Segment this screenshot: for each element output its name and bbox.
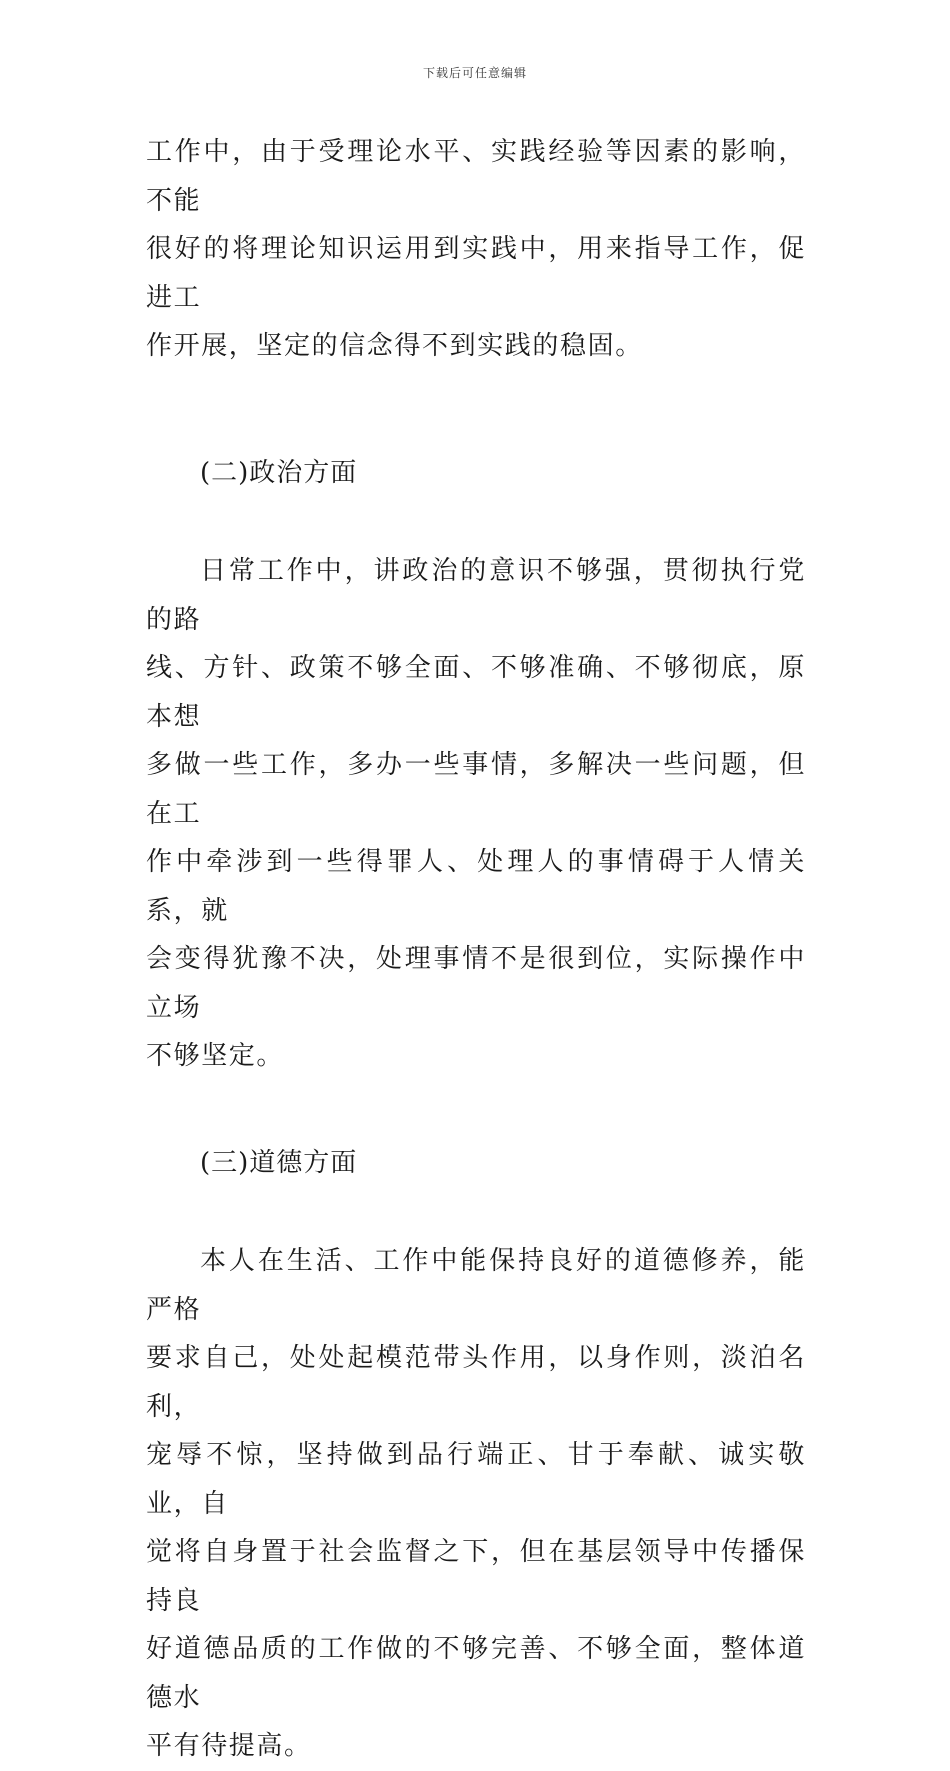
paragraph-3-line-2: 要求自己，处处起模范带头作用，以身作则，淡泊名利， bbox=[146, 1343, 806, 1422]
paragraph-2-line-2: 线、方针、政策不够全面、不够准确、不够彻底，原本想 bbox=[146, 653, 806, 732]
paragraph-2-line-1: 日常工作中，讲政治的意识不够强，贯彻执行党的路 bbox=[146, 556, 806, 635]
paragraph-2 bbox=[146, 547, 806, 1081]
paragraph-3-line-4: 觉将自身置于社会监督之下，但在基层领导中传播保持良 bbox=[146, 1537, 806, 1616]
paragraph-3 bbox=[146, 1237, 806, 1771]
spacer bbox=[146, 1081, 806, 1139]
spacer bbox=[146, 497, 806, 547]
paragraph-1-line-2: 很好的将理论知识运用到实践中，用来指导工作，促进工 bbox=[146, 234, 806, 313]
section-heading-politics: (二)政治方面 bbox=[200, 457, 358, 488]
paragraph-3-line-6: 平有待提高。 bbox=[146, 1731, 312, 1761]
paragraph-2-line-4: 作中牵涉到一些得罪人、处理人的事情碍于人情关系，就 bbox=[146, 847, 806, 926]
paragraph-1-line-3: 作开展，坚定的信念得不到实践的稳固。 bbox=[146, 331, 643, 361]
spacer bbox=[146, 371, 806, 449]
paragraph-2-line-6: 不够坚定。 bbox=[146, 1041, 285, 1071]
paragraph-2-line-5: 会变得犹豫不决，处理事情不是很到位，实际操作中立场 bbox=[146, 944, 806, 1023]
paragraph-2-line-3: 多做一些工作，多办一些事情，多解决一些问题，但在工 bbox=[146, 750, 806, 829]
paragraph-1 bbox=[146, 128, 806, 371]
paragraph-3-line-5: 好道德品质的工作做的不够完善、不够全面，整体道德水 bbox=[146, 1634, 806, 1713]
paragraph-1-line-1: 工作中，由于受理论水平、实践经验等因素的影响，不能 bbox=[146, 137, 806, 216]
paragraph-3-line-1: 本人在生活、工作中能保持良好的道德修养，能严格 bbox=[146, 1246, 806, 1325]
document-body bbox=[146, 128, 806, 1771]
paragraph-3-line-3: 宠辱不惊，坚持做到品行端正、甘于奉献、诚实敬业，自 bbox=[146, 1440, 806, 1519]
header-note: 下载后可任意编辑 bbox=[422, 66, 527, 80]
section-heading-morality: (三)道德方面 bbox=[200, 1147, 358, 1178]
spacer bbox=[146, 1187, 806, 1237]
